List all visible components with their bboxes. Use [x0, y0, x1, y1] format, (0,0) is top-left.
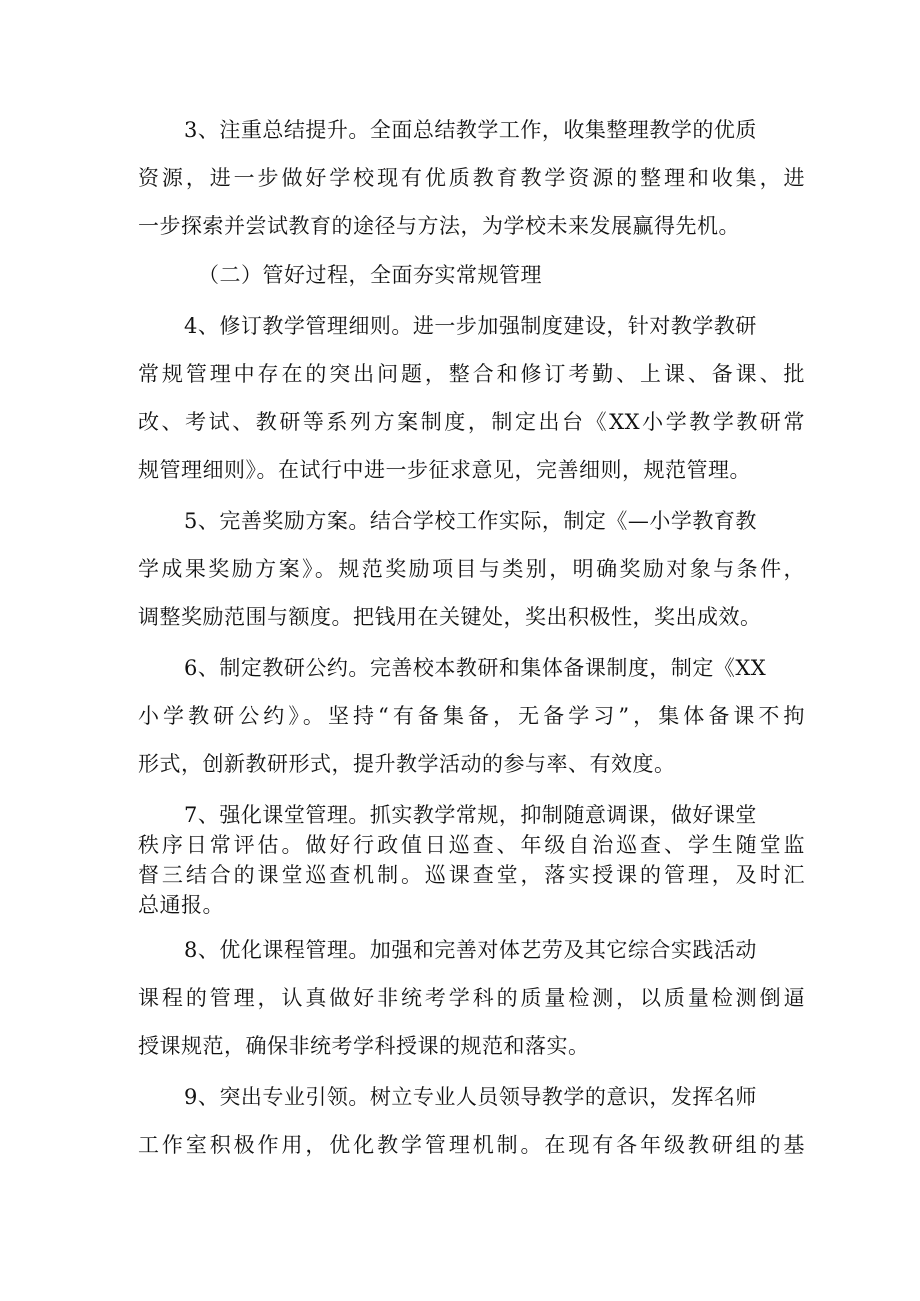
section-heading: （二）管好过程，全面夯实常规管理: [198, 263, 542, 287]
text-line: 7、强化课堂管理。抓实教学常规，抑制随意调课，做好课堂: [184, 803, 757, 827]
text-line: 3、注重总结提升。全面总结教学工作，收集整理教学的优质: [184, 118, 757, 142]
text-line: 8、优化课程管理。加强和完善对体艺劳及其它综合实践活动: [184, 938, 757, 962]
text-line: 改、考试、教研等系列方案制度，制定出台《XX小学教学教研常: [138, 410, 805, 434]
text-line: 5、完善奖励方案。结合学校工作实际，制定《—小学教育教: [184, 509, 757, 533]
text-line: 秩序日常评估。做好行政值日巡查、年级自治巡查、学生随堂监: [138, 833, 805, 857]
text-line: 学成果奖励方案》。规范奖励项目与类别，明确奖励对象与条件，: [138, 557, 805, 581]
text-line: 工作室积极作用，优化教学管理机制。在现有各年级教研组的基: [138, 1133, 805, 1157]
text-line: 资源，进一步做好学校现有优质教育教学资源的整理和收集，进: [138, 166, 805, 190]
text-line: 4、修订教学管理细则。进一步加强制度建设，针对教学教研: [184, 314, 757, 338]
text-line: 9、突出专业引领。树立专业人员领导教学的意识，发挥名师: [184, 1085, 757, 1109]
text-line: 一步探索并尝试教育的途径与方法，为学校未来发展赢得先机。: [138, 214, 740, 238]
text-line: 总通报。: [138, 893, 224, 917]
text-line: 形式，创新教研形式，提升教学活动的参与率、有效度。: [138, 752, 676, 776]
text-line: 调整奖励范围与额度。把钱用在关键处，奖出积极性，奖出成效。: [138, 605, 762, 629]
text-line: 6、制定教研公约。完善校本教研和集体备课制度，制定《XX: [184, 656, 767, 680]
text-line: 督三结合的课堂巡查机制。巡课查堂，落实授课的管理，及时汇: [138, 863, 805, 887]
text-line: 授课规范，确保非统考学科授课的规范和落实。: [138, 1034, 590, 1058]
text-line: 课程的管理，认真做好非统考学科的质量检测，以质量检测倒逼: [138, 986, 805, 1010]
text-line: 小学教研公约》。坚持“有备集备，无备学习”，集体备课不拘: [138, 704, 805, 728]
text-line: 常规管理中存在的突出问题，整合和修订考勤、上课、备课、批: [138, 362, 805, 386]
text-line: 规管理细则》。在试行中进一步征求意见，完善细则，规范管理。: [138, 458, 751, 482]
